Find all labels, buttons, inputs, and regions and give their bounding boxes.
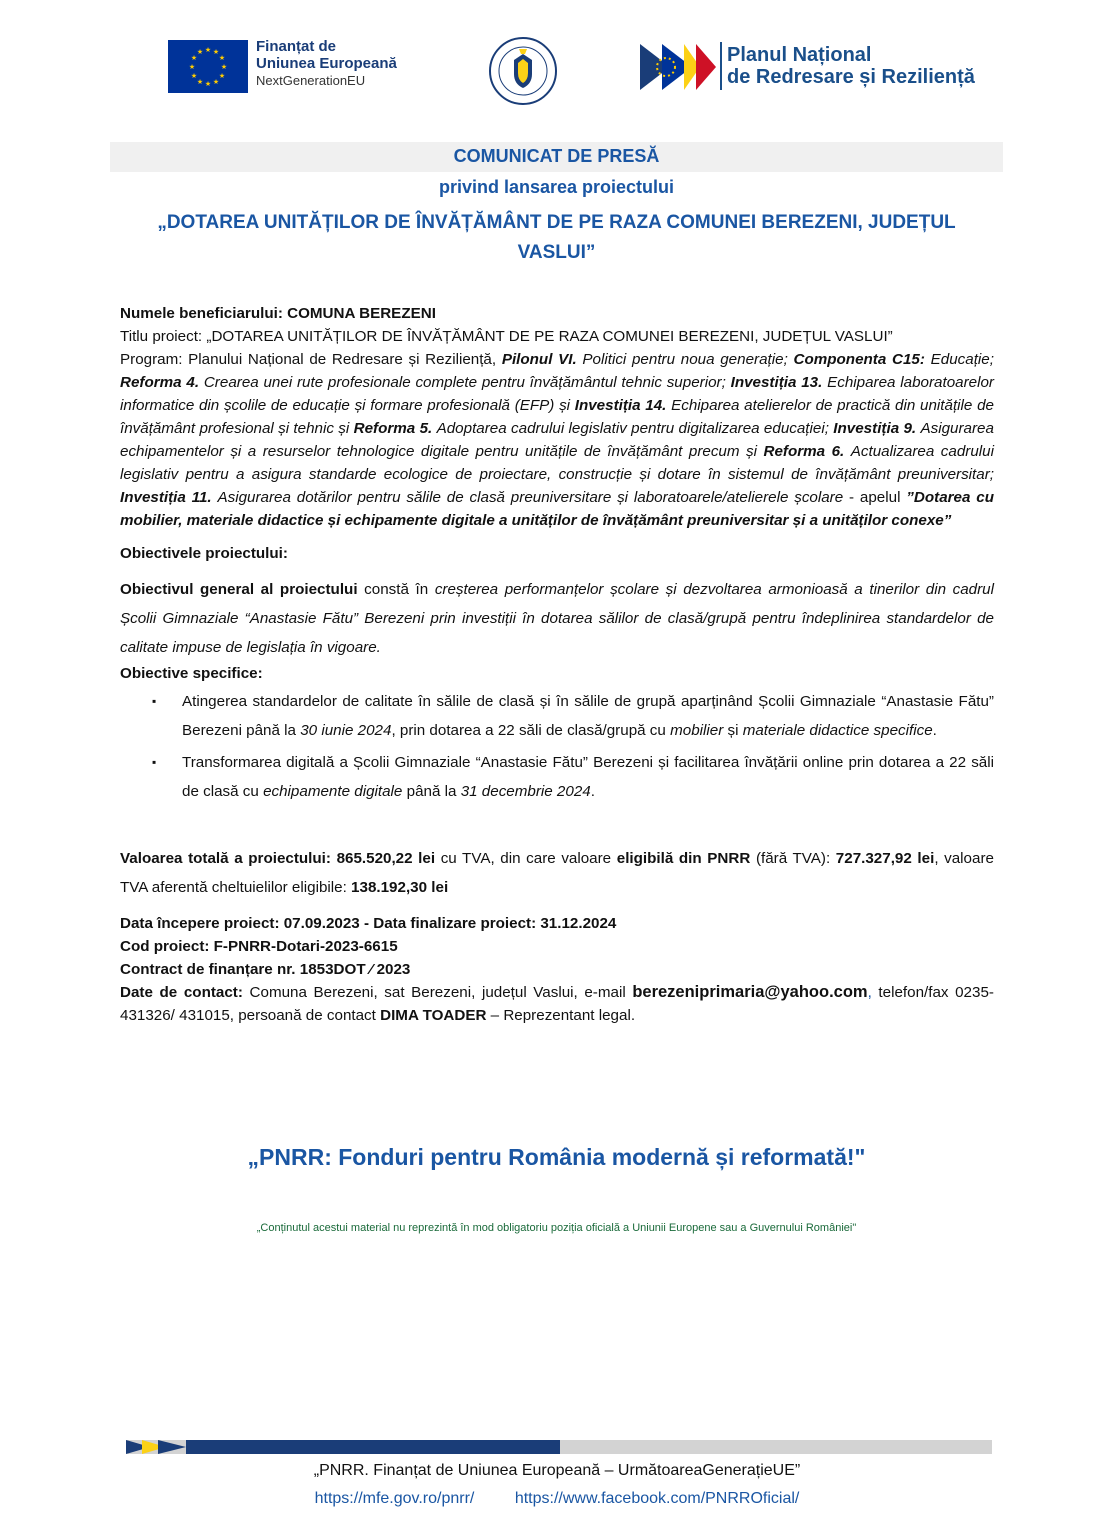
program-text: Educație; bbox=[930, 351, 994, 368]
svg-text:★: ★ bbox=[204, 46, 212, 54]
program-paragraph bbox=[120, 348, 994, 532]
disclaimer-text: „Conținutul acestui material nu reprezintă în mod obligatoriu poziția oficială a Uniunii Europene sau a Guvernului României" bbox=[256, 1222, 857, 1234]
general-objective-paragraph bbox=[120, 575, 994, 662]
pnrr-divider bbox=[720, 42, 722, 90]
value-text: , valoare TVA aferentă cheltuielilor eligibile: bbox=[120, 850, 994, 896]
press-release-subheading: privind lansarea proiectului bbox=[438, 177, 675, 197]
objective-text: mobilier bbox=[670, 722, 724, 739]
pnrr-text-line1: Planul Național bbox=[727, 44, 872, 66]
program-text: Investiția 11. bbox=[120, 489, 212, 506]
objective-text: până la bbox=[406, 783, 457, 800]
program-text: Adoptarea cadrului legislativ pentru digitalizarea educației; bbox=[436, 420, 829, 437]
footer-links bbox=[0, 1490, 1114, 1508]
vat-value: 138.192,30 lei bbox=[351, 879, 449, 896]
press-release-heading: COMUNICAT DE PRESĂ bbox=[453, 146, 660, 166]
project-title-line bbox=[120, 325, 994, 348]
svg-text:★: ★ bbox=[196, 48, 204, 56]
press-release-body bbox=[120, 302, 994, 1027]
beneficiary-value: COMUNA BEREZENI bbox=[287, 305, 436, 322]
footer-funding-line: „PNRR. Finanțat de Uniunea Europeană – UrmătoareaGenerațieUE” bbox=[313, 1462, 801, 1479]
specific-objectives-list bbox=[120, 687, 994, 806]
program-text: Actualizarea cadrului legislativ pentru a asigura standarde ecologice de proiectare, construcție și dotare în sistemul de învățământ preuniversitar; bbox=[120, 443, 994, 483]
objective-text: și bbox=[727, 722, 739, 739]
beneficiary-line bbox=[120, 302, 994, 325]
header-logos bbox=[0, 36, 1114, 108]
contact-person: DIMA TOADER bbox=[380, 1007, 487, 1024]
eligible-value: 727.327,92 lei bbox=[835, 850, 935, 867]
objective-text: . bbox=[932, 722, 937, 739]
svg-text:★: ★ bbox=[218, 54, 226, 62]
objective-text: materiale didactice specifice bbox=[742, 722, 933, 739]
contact-comma: , bbox=[867, 984, 872, 1001]
specific-objectives-heading: Obiective specifice: bbox=[120, 665, 263, 682]
project-value-paragraph bbox=[120, 844, 994, 902]
svg-text:★: ★ bbox=[212, 78, 220, 86]
footer-arrow-bar bbox=[126, 1440, 992, 1454]
svg-text:★: ★ bbox=[204, 80, 212, 88]
eu-funding-text bbox=[256, 38, 446, 89]
svg-text:★: ★ bbox=[218, 72, 226, 80]
objective-text: . bbox=[590, 783, 595, 800]
program-text: Reforma 5. bbox=[353, 420, 433, 437]
objectives-heading: Obiectivele proiectului: bbox=[120, 545, 288, 562]
project-dates: Data începere proiect: 07.09.2023 - Data finalizare proiect: 31.12.2024 bbox=[120, 915, 617, 932]
general-objective-label: Obiectivul general al proiectului bbox=[120, 581, 358, 598]
pnrr-arrow-logo-icon bbox=[640, 44, 720, 90]
financing-contract: Contract de finanțare nr. 1853DOT ⁄ 2023 bbox=[120, 961, 411, 978]
pnrr-text-line2: de Redresare și Reziliență bbox=[727, 66, 975, 88]
contact-email[interactable]: berezeniprimaria@yahoo.com bbox=[632, 983, 868, 1001]
program-text: Crearea unei rute profesionale complete pentru învățământul tehnic superior; bbox=[203, 374, 726, 391]
program-text: Reforma 6. bbox=[763, 443, 845, 460]
list-item bbox=[182, 687, 994, 745]
svg-text:★: ★ bbox=[196, 78, 204, 86]
svg-text:★: ★ bbox=[220, 63, 228, 71]
program-text: Echiparea laboratoarelor informatice din școlile de educație și formare profesională (EFP) și bbox=[120, 374, 994, 414]
value-text: cu TVA, din care valoare bbox=[440, 850, 612, 867]
program-text: Asigurarea dotărilor pentru sălile de clasă preuniversitare și laboratoarele/atelierele școlare bbox=[217, 489, 844, 506]
program-text: Investiția 9. bbox=[833, 420, 917, 437]
general-objective-text: creșterea performanțelor școlare și dezvoltarea armonioasă a tinerilor din cadrul Școlii Gimnaziale “Anastasie Fătu” Berezeni prin investiții în dotarea sălilor de clasă/grupă pentru îndeplinirea standardelor de calitate impuse de legislația în vigoare. bbox=[120, 581, 994, 656]
objective-text: Transformarea digitală a Școlii Gimnaziale “Anastasie Fătu” Berezeni și facilitarea învățării online prin dotarea a 22 săli de clasă cu bbox=[182, 754, 994, 800]
general-objective-text: constă în bbox=[364, 581, 429, 598]
objective-text: , prin dotarea a 22 săli de clasă/grupă cu bbox=[391, 722, 666, 739]
value-text: eligibilă din PNRR bbox=[616, 850, 751, 867]
program-text: Componenta C15: bbox=[793, 351, 925, 368]
project-title-heading: „DOTAREA UNITĂȚILOR DE ÎNVĂȚĂMÂNT DE PE RAZA COMUNEI BEREZENI, JUDEȚUL VASLUI” bbox=[157, 212, 956, 263]
list-item bbox=[182, 748, 994, 806]
objective-text: 30 iunie 2024 bbox=[300, 722, 392, 739]
program-text: Asigurarea echipamentelor și a resurselor tehnologice digitale pentru unitățile de învățământ precum și bbox=[120, 420, 994, 460]
romanian-government-seal-icon bbox=[488, 36, 558, 106]
program-text: Planului Național de Redresare și Reziliență, bbox=[188, 351, 497, 368]
value-text: (fără TVA): bbox=[755, 850, 831, 867]
svg-text:★: ★ bbox=[212, 48, 220, 56]
project-code: Cod proiect: F-PNRR-Dotari-2023-6615 bbox=[120, 938, 398, 955]
objective-text: Atingerea standardelor de calitate în sălile de clasă și în sălile de grupă aparținând Școlii Gimnaziale “Anastasie Fătu” Berezeni până la bbox=[182, 693, 994, 739]
contact-paragraph bbox=[120, 981, 994, 1027]
program-label: Program: bbox=[120, 351, 183, 368]
svg-text:★: ★ bbox=[190, 54, 198, 62]
project-title-value: „DOTAREA UNITĂȚILOR DE ÎNVĂȚĂMÂNT DE PE RAZA COMUNEI BEREZENI, JUDEȚUL VASLUI” bbox=[206, 328, 893, 345]
program-text: Pilonul VI. bbox=[501, 351, 577, 368]
total-value: 865.520,22 lei bbox=[336, 850, 436, 867]
svg-text:★: ★ bbox=[188, 63, 196, 71]
beneficiary-label: Numele beneficiarului: bbox=[120, 305, 283, 322]
contact-label: Date de contact: bbox=[120, 984, 243, 1001]
program-text: ”Dotarea cu mobilier, materiale didactice și echipamente digitale a unităților de învățământ preuniversitar și a unităților conexe” bbox=[120, 489, 994, 529]
project-title-label: Titlu proiect: bbox=[120, 328, 203, 345]
pnrr-slogan: „PNRR: Fonduri pentru România modernă și reformată!" bbox=[247, 1144, 866, 1170]
eu-text-line3: NextGenerationEU bbox=[256, 73, 366, 88]
program-text: Politici pentru noua generație; bbox=[582, 351, 788, 368]
contact-text: telefon/fax 0235- 431326/ 431015, persoană de contact bbox=[120, 984, 994, 1024]
contact-text: – Reprezentant legal. bbox=[490, 1007, 636, 1024]
program-text: Reforma 4. bbox=[120, 374, 200, 391]
svg-text:★: ★ bbox=[190, 72, 198, 80]
eu-text-line2: Uniunea Europeană bbox=[256, 55, 397, 72]
pnrr-title-text bbox=[727, 44, 1007, 88]
objective-text: echipamente digitale bbox=[263, 783, 403, 800]
program-text: Investiția 13. bbox=[730, 374, 823, 391]
program-text: - apelul bbox=[849, 489, 901, 506]
facebook-pnrr-link[interactable]: https://www.facebook.com/PNRROficial/ bbox=[514, 1490, 800, 1507]
objective-text: 31 decembrie 2024 bbox=[460, 783, 591, 800]
eu-flag-icon bbox=[168, 40, 248, 93]
eu-text-line1: Finanțat de bbox=[256, 38, 337, 55]
program-text: Investiția 14. bbox=[574, 397, 667, 414]
program-text: Echiparea atelierelor de practică din unitățile de învățământ profesional și tehnic și bbox=[120, 397, 994, 437]
mfe-pnrr-link[interactable]: https://mfe.gov.ro/pnrr/ bbox=[314, 1490, 475, 1507]
value-text: Valoarea totală a proiectului: bbox=[120, 850, 331, 867]
contact-text: Comuna Berezeni, sat Berezeni, județul Vaslui, e-mail bbox=[249, 984, 626, 1001]
